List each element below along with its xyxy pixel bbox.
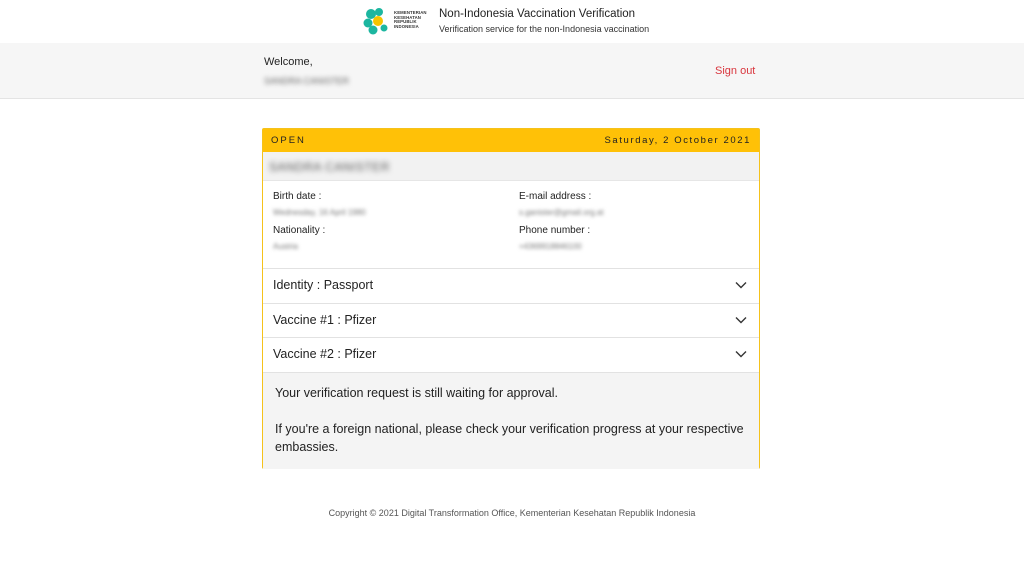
phone-label: Phone number : <box>519 225 591 236</box>
chevron-down-icon <box>735 280 747 290</box>
status-badge: OPEN <box>271 135 306 146</box>
kemenkes-logo-icon <box>362 6 394 36</box>
request-date: Saturday, 2 October 2021 <box>604 135 751 146</box>
vaccine-1-section-label: Vaccine #1 : Pfizer <box>273 313 377 327</box>
notice-waiting-text: Your verification request is still waiting for approval. <box>275 386 559 400</box>
nationality-label: Nationality : <box>273 225 326 236</box>
holder-name-row <box>263 152 759 181</box>
user-name: SANDRA CANISTER <box>264 76 350 86</box>
footer-copyright: Copyright © 2021 Digital Transformation Office, Kementerian Kesehatan Republik Indonesia <box>328 508 696 518</box>
app-subtitle: Verification service for the non-Indonesia vaccination <box>439 24 650 34</box>
vaccine-1-section[interactable] <box>263 303 759 338</box>
identity-section[interactable] <box>263 268 759 303</box>
chevron-down-icon <box>735 349 747 359</box>
identity-section-label: Identity : Passport <box>273 278 374 292</box>
logo-wordmark: KEMENTERIAN KESEHATAN REPUBLIK INDONESIA <box>394 10 427 29</box>
card-header <box>263 129 759 152</box>
holder-name: SANDRA CANISTER <box>269 160 390 174</box>
nationality-value: Austria <box>273 242 298 251</box>
email-value: s.ganister@gmail.org.at <box>519 208 604 217</box>
notice-embassy-text: If you're a foreign national, please check your verification progress at your respective embassies. <box>275 422 744 454</box>
birth-date-label: Birth date : <box>273 191 322 202</box>
phone-value: +4369918846100 <box>519 242 582 251</box>
sign-out-link[interactable]: Sign out <box>715 65 756 77</box>
approval-notice <box>263 372 759 469</box>
top-header <box>0 0 1024 43</box>
welcome-bar <box>0 43 1024 99</box>
birth-date-value: Wednesday, 16 April 1980 <box>273 208 366 217</box>
email-label: E-mail address : <box>519 191 592 202</box>
verification-card <box>262 128 760 469</box>
welcome-label: Welcome, <box>264 56 313 68</box>
vaccine-2-section-label: Vaccine #2 : Pfizer <box>273 347 377 361</box>
app-title: Non-Indonesia Vaccination Verification <box>439 8 636 20</box>
vaccine-2-section[interactable] <box>263 337 759 372</box>
chevron-down-icon <box>735 315 747 325</box>
